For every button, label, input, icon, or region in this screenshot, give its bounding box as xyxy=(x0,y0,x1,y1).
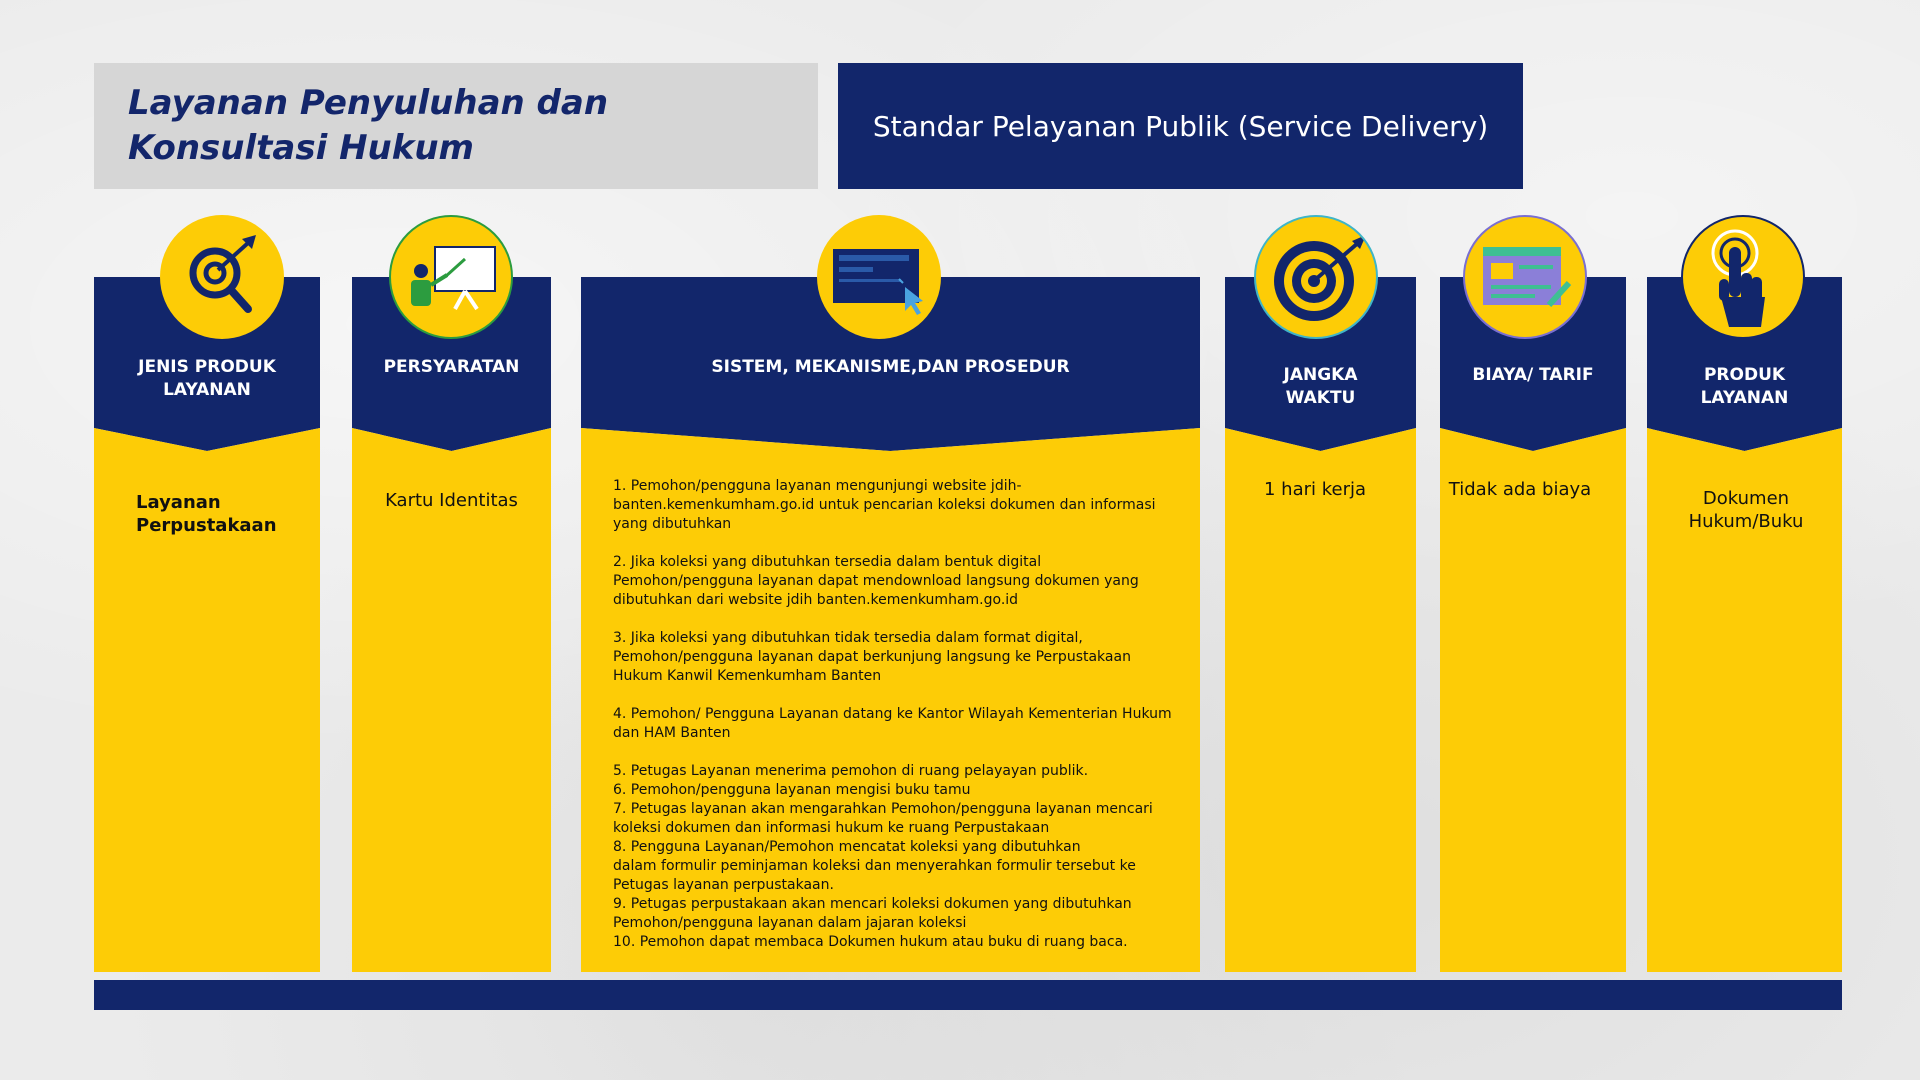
column-produk xyxy=(1647,277,1842,972)
produk-value: Dokumen Hukum/Buku xyxy=(1688,488,1804,532)
procedure-step: 6. Pemohon/pengguna layanan mengisi buku tamu xyxy=(613,782,971,798)
bottom-bar xyxy=(94,980,1842,1010)
procedure-step: 2. Jika koleksi yang dibutuhkan tersedia dalam bentuk digital Pemohon/pengguna layanan dapat mendownload langsung dokumen yang dibutuhkan dari website jdih banten.kemenkumham.go.id xyxy=(613,554,1139,608)
procedure-list xyxy=(613,477,1183,952)
column-title-produk: PRODUK LAYANAN xyxy=(1700,365,1789,408)
procedure-step: 9. Petugas perpustakaan akan mencari koleksi dokumen yang dibutuhkan Pemohon/pengguna layanan dalam jajaran koleksi xyxy=(613,896,1132,931)
presentation-icon xyxy=(389,215,513,339)
standard-label: Standar Pelayanan Publik (Service Delivery) xyxy=(872,109,1489,143)
column-persyaratan xyxy=(352,277,551,972)
procedure-step: 10. Pemohon dapat membaca Dokumen hukum atau buku di ruang baca. xyxy=(613,934,1128,950)
column-title-persyaratan: PERSYARATAN xyxy=(383,357,520,377)
procedure-step: 8. Pengguna Layanan/Pemohon mencatat koleksi yang dibutuhkan dalam formulir peminjaman koleksi dan menyerahkan formulir tersebut ke Petugas layanan perpustakaan. xyxy=(613,839,1136,893)
column-title-jangka: JANGKA WAKTU xyxy=(1283,365,1358,408)
column-body xyxy=(1225,428,1416,972)
procedure-step: 4. Pemohon/ Pengguna Layanan datang ke Kantor Wilayah Kementerian Hukum dan HAM Banten xyxy=(613,706,1172,741)
procedure-step: 7. Petugas layanan akan mengarahkan Pemohon/pengguna layanan mencari koleksi dokumen dan informasi hukum ke ruang Perpustakaan xyxy=(613,801,1153,836)
column-title-biaya: BIAYA/ TARIF xyxy=(1472,365,1594,385)
persyaratan-value: Kartu Identitas xyxy=(385,490,518,511)
column-title-sistem: SISTEM, MEKANISME,DAN PROSEDUR xyxy=(711,357,1070,377)
column-jangka-waktu xyxy=(1225,277,1416,972)
biaya-value: Tidak ada biaya xyxy=(1448,479,1592,500)
procedure-step: 3. Jika koleksi yang dibutuhkan tidak tersedia dalam format digital, Pemohon/pengguna layanan dapat berkunjung langsung ke Perpustakaan Hukum Kanwil Kemenkumham Banten xyxy=(613,630,1131,684)
title-box xyxy=(94,63,818,189)
jenis-value: Layanan Perpustakaan xyxy=(136,492,277,536)
page-title: Layanan Penyuluhan dan Konsultasi Hukum xyxy=(128,83,609,168)
column-body xyxy=(1440,428,1626,972)
target-arrow-icon xyxy=(1254,215,1378,339)
procedure-step: 1. Pemohon/pengguna layanan mengunjungi website jdih- banten.kemenkumham.go.id untuk pencarian koleksi dokumen dan informasi yang dibutuhkan xyxy=(613,478,1156,532)
column-jenis-produk xyxy=(94,277,320,972)
jangka-value: 1 hari kerja xyxy=(1263,479,1367,500)
standard-banner xyxy=(838,63,1523,189)
procedure-step: 5. Petugas Layanan menerima pemohon di ruang pelayayan publik. xyxy=(613,763,1089,779)
website-click-icon xyxy=(817,215,941,339)
column-biaya xyxy=(1440,277,1626,972)
magnifier-target-icon xyxy=(160,215,284,339)
browser-edit-icon xyxy=(1463,215,1587,339)
tap-hand-icon xyxy=(1681,215,1805,339)
column-title-jenis: JENIS PRODUK LAYANAN xyxy=(138,357,276,400)
